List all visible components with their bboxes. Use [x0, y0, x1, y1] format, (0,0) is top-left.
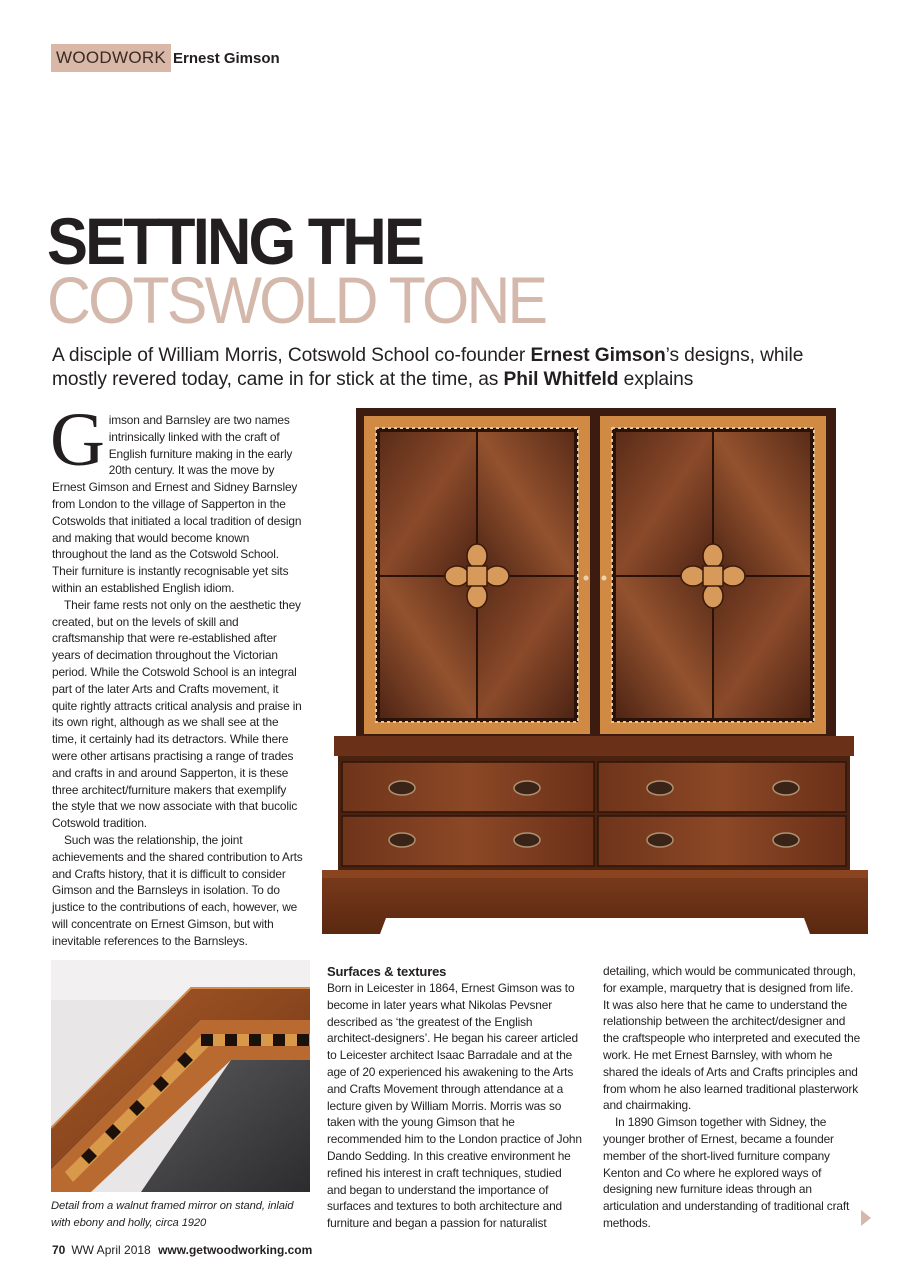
photo-caption: Detail from a walnut framed mirror on stand, inlaid with ebony and holly, circa 1920 [51, 1200, 294, 1229]
standfirst: A disciple of William Morris, Cotswold School co-founder Ernest Gimson’s designs, while mostly revered today, came in for stick at the time, as Phil Whitfeld explains [52, 345, 804, 390]
headline-line-1: SETTING THE [47, 204, 423, 278]
paragraph: Such was the relationship, the joint achievements and the shared contribution to Arts and Crafts history, that it is difficult to consider Gimson and the Barnsleys in isolation. To do justice to the contributions of each, however, we will concentrate on Ernest Gimson, but with inevitable references to the Barnsleys. [52, 832, 303, 948]
paragraph: In 1890 Gimson together with Sidney, the younger brother of Ernest, became a founder member of the short-lived furniture company Kenton and Co where he explored ways of designing new furniture ideas through an articulation and understanding of traditional craft methods. [603, 1115, 850, 1230]
page-footer [52, 1243, 312, 1257]
section-tag: WOODWORK [51, 44, 171, 72]
body-column-3 [603, 963, 861, 1232]
continue-arrow-icon [861, 1210, 871, 1226]
standfirst-name-subject: Ernest Gimson [530, 345, 666, 366]
standfirst-name-author: Phil Whitfeld [503, 369, 619, 390]
subhead: Surfaces & textures [327, 964, 447, 979]
mirror-detail-photo [51, 960, 310, 1192]
body-column-2 [327, 963, 582, 1232]
website-link[interactable]: www.getwoodworking.com [158, 1243, 313, 1257]
body-column-1: Gimson and Barnsley are two names intrinsically linked with the craft of English furniture making in the early 20th century. It was the move by Ernest Gimson and Ernest and Sidney Barnsley from London to the village of Sapperton in the Cotswolds that initiated a local tradition of design and making that would become known throughout the land as the Cotswold School. Their furniture is instantly recognisable yet sits within an established English idiom. Their fame rests not only on the aesthetic they created, but on the levels of skill and craftsmanship that were re-established after years of decimation throughout the Victorian period. While the Cotswold School is an integral part of the later Arts and Crafts movement, it quite rightly attracts critical analysis and praise in its own right, although as we shall see at the time, it certainly had its detractors. While there were other artisans practising a range of trades and crafts in and around Sapperton, it is these three architect/furniture makers that exemplify the style that we now associate with that bucolic Cotswold tradition. Such was the relationship, the joint achievements and the shared contribution to Arts and Crafts history, that it is difficult to consider Gimson and the Barnsleys in isolation. To do justice to the contributions of each, however, we will concentrate on Ernest Gimson, but with inevitable references to the Barnsleys. [52, 412, 305, 950]
page-number: 70 [52, 1243, 66, 1257]
paragraph: detailing, which would be communicated through, for example, marquetry that is designed from life. It was also here that he came to understand the relationship between the architect/designer and the craftspeople who interpreted and executed the work. He met Ernest Barnsley, with whom he shared the ideals of Arts and Crafts principles and from whom he also learned traditional plasterwork and chairmaking. [603, 964, 861, 1113]
drop-cap: G [50, 398, 105, 482]
cabinet-photo [318, 404, 872, 940]
section-author: Ernest Gimson [173, 50, 280, 67]
issue-label: WW April 2018 [71, 1243, 151, 1257]
paragraph: Their fame rests not only on the aesthetic they created, but on the levels of skill and craftsmanship that were re-established after years of decimation throughout the Victorian period. While the Cotswold School is an integral part of the later Arts and Crafts movement, it quite rightly attracts critical analysis and praise in its own right, although as we shall see at the time, it certainly had its detractors. While there were other artisans practising a range of trades and crafts in and around Sapperton, it is these three architect/furniture makers that exemplify the style that we now associate with that bucolic Cotswold tradition. [52, 597, 302, 831]
headline-line-2: COTSWOLD TONE [47, 263, 546, 337]
paragraph: Born in Leicester in 1864, Ernest Gimson was to become in later years what Nikolas Pevsner described as ‘the greatest of the English architect-designers’. He began his career articled to Leicester architect Isaac Barradale and at the age of 20 experienced his awakening to the Arts and Crafts Movement through attendance at a lecture given by William Morris. Morris was so taken with the young Gimson that he recommended him to the London practice of John Dando Sedding. In this creative environment he refined his interest in craft techniques, studied and began to understand the importance of surfaces and textures to both architecture and furniture and began a passion for naturalist [327, 981, 582, 1231]
